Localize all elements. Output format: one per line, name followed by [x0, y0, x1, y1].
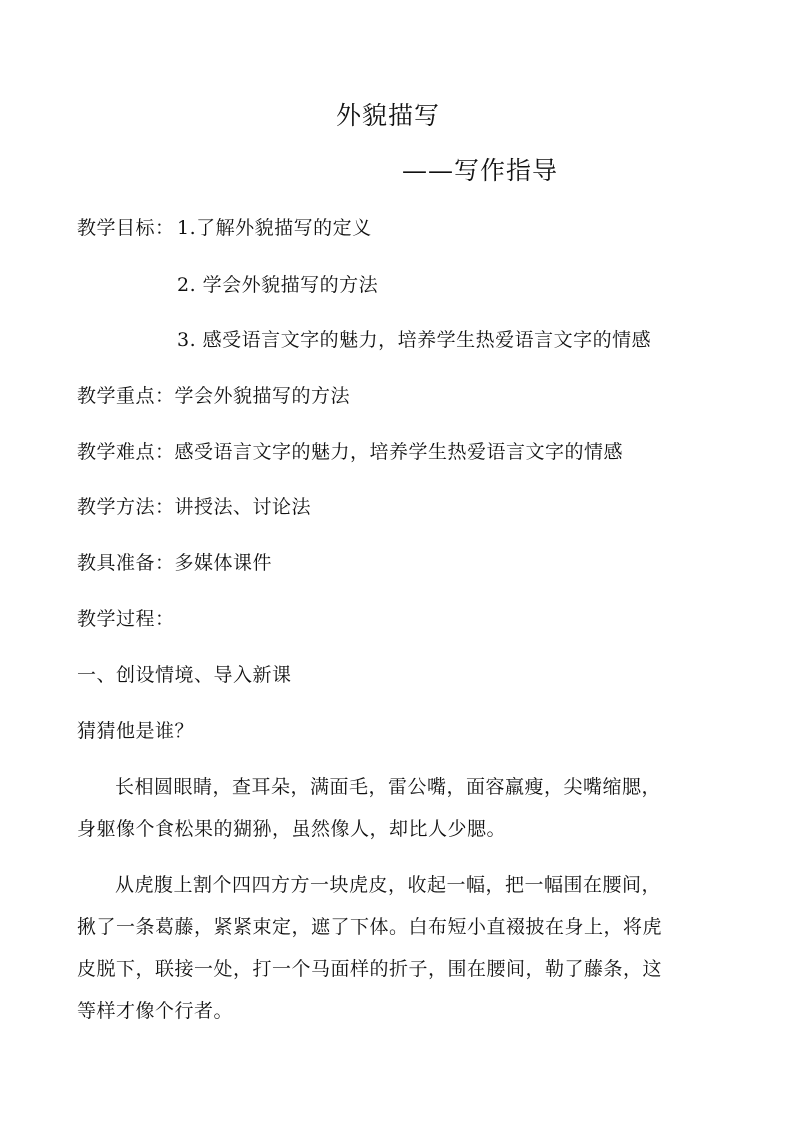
page-title: 外貌描写 [336, 101, 441, 130]
objectives-label: 教学目标： [77, 217, 175, 239]
difficulty: 教学难点：感受语言文字的魅力，培养学生热爱语言文字的情感 [77, 441, 624, 463]
teaching-method: 教学方法：讲授法、讨论法 [77, 496, 312, 518]
objective-item-2: 2. 学会外貌描写的方法 [177, 274, 379, 296]
paragraph-line: 等样才像个行者。 [77, 1000, 234, 1022]
paragraph-line: 从虎腹上割个四四方方一块虎皮，收起一幅，把一幅围在腰间， [115, 874, 662, 896]
paragraph-line: 身躯像个食松果的猢狲，虽然像人，却比人少腮。 [77, 818, 507, 840]
objective-item-3: 3. 感受语言文字的魅力，培养学生热爱语言文字的情感 [177, 329, 652, 351]
objective-item-1: 1.了解外貌描写的定义 [177, 217, 372, 239]
teaching-process-heading: 教学过程： [77, 608, 175, 630]
paragraph-line: 长相圆眼睛，查耳朵，满面毛，雷公嘴，面容羸瘦，尖嘴缩腮， [115, 776, 662, 798]
teaching-tools: 教具准备：多媒体课件 [77, 552, 273, 574]
key-point: 教学重点：学会外貌描写的方法 [77, 385, 351, 407]
paragraph-line: 揪了一条葛藤，紧紧束定，遮了下体。白布短小直裰披在身上，将虎 [77, 916, 663, 938]
guess-question: 猜猜他是谁？ [77, 720, 195, 742]
page-subtitle: ——写作指导 [402, 156, 559, 185]
section-one-heading: 一、创设情境、导入新课 [77, 664, 292, 686]
paragraph-line: 皮脱下，联接一处，打一个马面样的折子，围在腰间，勒了藤条，这 [77, 958, 663, 980]
